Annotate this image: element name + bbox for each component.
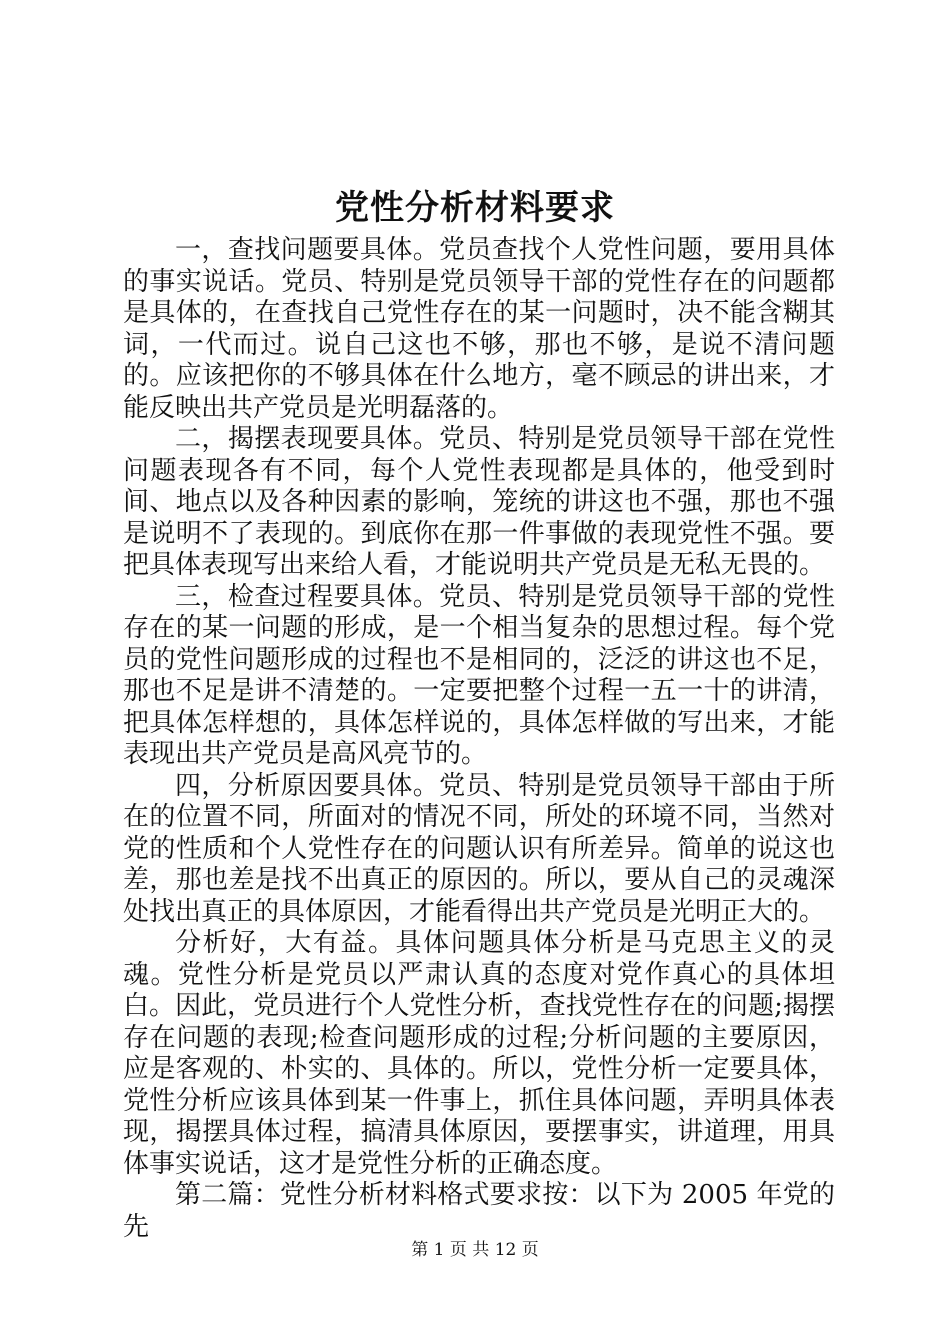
paragraph-1: 一，查找问题要具体。党员查找个人党性问题，要用具体的事实说话。党员、特别是党员领导干部的党性存在的问题都是具体的，在查找自己党性存在的某一问题时，决不能含糊其词，一代而过。说自己这也不够，那也不够，是说不清问题的。应该把你的不够具体在什么地方，毫不顾忌的讲出来，才能反映出共产党员是光明磊落的。: [123, 235, 835, 423]
paragraph-3: 三，检查过程要具体。党员、特别是党员领导干部的党性存在的某一问题的形成，是一个相当复杂的思想过程。每个党员的党性问题形成的过程也不是相同的，泛泛的讲这也不足，那也不足是讲不清楚的。一定要把整个过程一五一十的讲清，把具体怎样想的，具体怎样说的，具体怎样做的写出来，才能表现出共产党员是高风亮节的。: [123, 581, 835, 769]
document-title: 党性分析材料要求: [335, 188, 615, 228]
paragraph-2: 二，揭摆表现要具体。党员、特别是党员领导干部在党性问题表现各有不同，每个人党性表现都是具体的，他受到时间、地点以及各种因素的影响，笼统的讲这也不强，那也不强是说明不了表现的。到底你在那一件事做的表现党性不强。要把具体表现写出来给人看，才能说明共产党员是无私无畏的。: [123, 424, 835, 580]
paragraph-6: 第二篇：党性分析材料格式要求按：以下为 2005 年党的先: [123, 1180, 835, 1242]
paragraph-4: 四，分析原因要具体。党员、特别是党员领导干部由于所在的位置不同，所面对的情况不同，所处的环境不同，当然对党的性质和个人党性存在的问题认识有所差异。简单的说这也差，那也差是找不出真正的原因的。所以，要从自己的灵魂深处找出真正的具体原因，才能看得出共产党员是光明正大的。: [123, 770, 835, 927]
paragraph-5: 分析好，大有益。具体问题具体分析是马克思主义的灵魂。党性分析是党员以严肃认真的态度对党作真心的具体坦白。因此，党员进行个人党性分析，查找党性存在的问题;揭摆存在问题的表现;检查问题形成的过程;分析问题的主要原因，应是客观的、朴实的、具体的。所以，党性分析一定要具体，党性分析应该具体到某一件事上，抓住具体问题，弄明具体表现，揭摆具体过程，搞清具体原因，要摆事实，讲道理，用具体事实说话，这才是党性分析的正确态度。: [123, 928, 835, 1179]
page-number-footer: 第 1 页 共 12 页: [411, 1240, 539, 1260]
document-body: [123, 235, 835, 1243]
